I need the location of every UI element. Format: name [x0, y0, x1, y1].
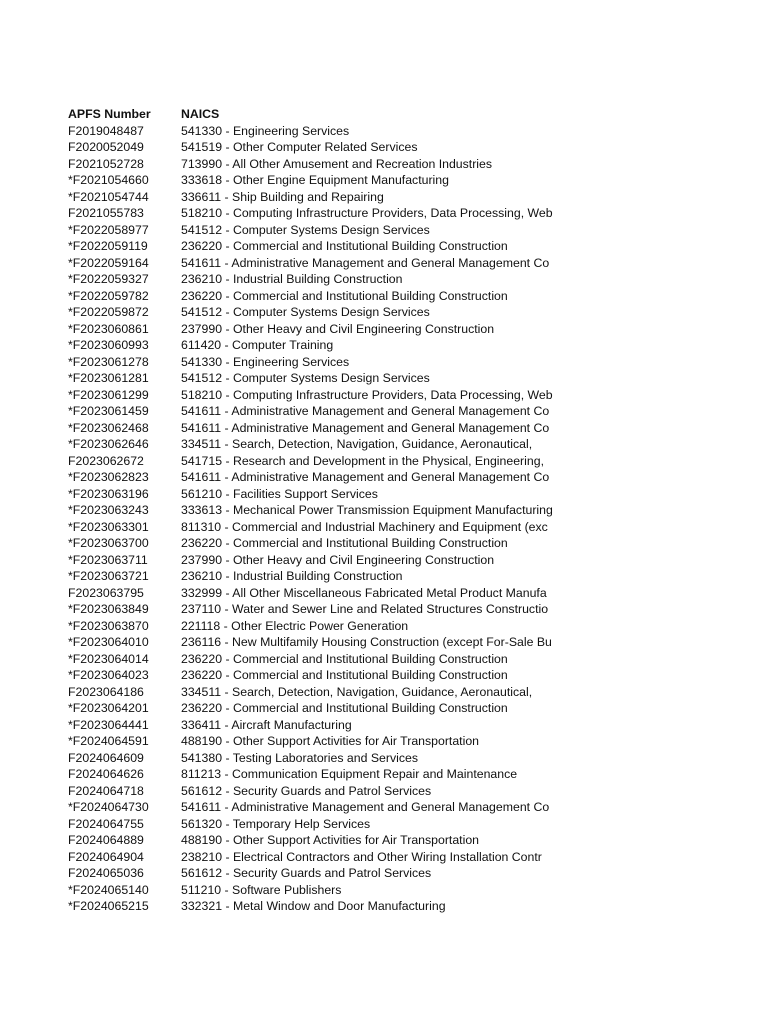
apfs-number-cell: *F2023062823: [68, 470, 149, 484]
apfs-number-cell: F2023063795: [68, 585, 144, 600]
apfs-number-cell: *F2022059327: [68, 272, 149, 286]
naics-cell: 541611 - Administrative Management and General Management Co: [181, 255, 550, 270]
naics-cell: 511210 - Software Publishers: [181, 882, 342, 897]
naics-cell: 333618 - Other Engine Equipment Manufacturing: [181, 173, 449, 187]
table-row: [68, 469, 558, 486]
apfs-number-cell: *F2023062646: [68, 437, 149, 451]
table-row: [68, 750, 558, 767]
table-header-row: [68, 106, 558, 123]
naics-cell: 561210 - Facilities Support Services: [181, 486, 378, 501]
table-row: [68, 700, 558, 717]
apfs-number-cell: *F2023063849: [68, 602, 149, 616]
naics-cell: 541512 - Computer Systems Design Services: [181, 305, 430, 319]
naics-cell: 236220 - Commercial and Institutional Building Construction: [181, 239, 508, 253]
apfs-number-cell: F2024064889: [68, 833, 144, 847]
table-row: [68, 535, 558, 552]
table-row: [68, 816, 558, 833]
table-row: [68, 865, 558, 882]
apfs-number-cell: *F2023063243: [68, 503, 149, 517]
table-body: [68, 123, 558, 915]
table-row: [68, 139, 558, 156]
table-row: [68, 156, 558, 173]
naics-cell: 334511 - Search, Detection, Navigation, Guidance, Aeronautical,: [181, 437, 533, 451]
apfs-number-cell: *F2022058977: [68, 222, 149, 237]
table-row: [68, 255, 558, 272]
table-row: [68, 271, 558, 288]
naics-cell: 332321 - Metal Window and Door Manufacturing: [181, 899, 446, 913]
table-row: [68, 733, 558, 750]
apfs-number-cell: *F2023063870: [68, 618, 149, 633]
naics-cell: 488190 - Other Support Activities for Air Transportation: [181, 734, 480, 748]
spreadsheet: [68, 106, 558, 915]
header-apfs-number: APFS Number: [68, 107, 151, 121]
apfs-number-cell: F2024064718: [68, 783, 144, 798]
naics-cell: 541330 - Engineering Services: [181, 123, 350, 138]
apfs-number-cell: *F2022059872: [68, 305, 149, 319]
table-row: [68, 370, 558, 387]
naics-cell: 541611 - Administrative Management and General Management Co: [181, 470, 550, 484]
apfs-number-cell: F2024065036: [68, 866, 144, 880]
apfs-number-cell: *F2024065140: [68, 882, 149, 897]
table-row: [68, 799, 558, 816]
apfs-number-cell: *F2023064201: [68, 701, 149, 715]
table-row: [68, 453, 558, 470]
naics-cell: 541512 - Computer Systems Design Services: [181, 222, 430, 237]
apfs-number-cell: *F2023063711: [68, 552, 148, 567]
naics-cell: 236210 - Industrial Building Construction: [181, 272, 403, 286]
naics-cell: 336611 - Ship Building and Repairing: [181, 189, 384, 204]
apfs-number-cell: *F2021054744: [68, 189, 149, 204]
apfs-number-cell: *F2023061281: [68, 371, 149, 385]
table-row: [68, 717, 558, 734]
apfs-number-cell: F2023062672: [68, 453, 144, 468]
naics-cell: 237990 - Other Heavy and Civil Engineering Construction: [181, 552, 495, 567]
naics-cell: 541611 - Administrative Management and General Management Co: [181, 420, 550, 435]
apfs-number-cell: F2021055783: [68, 206, 144, 220]
apfs-number-cell: *F2023062468: [68, 420, 149, 435]
apfs-number-cell: *F2023060993: [68, 338, 149, 352]
naics-cell: 518210 - Computing Infrastructure Providers, Data Processing, Web: [181, 387, 553, 402]
naics-cell: 236220 - Commercial and Institutional Building Construction: [181, 651, 508, 666]
table-row: [68, 436, 558, 453]
naics-cell: 334511 - Search, Detection, Navigation, Guidance, Aeronautical,: [181, 684, 533, 699]
table-row: [68, 519, 558, 536]
table-row: [68, 288, 558, 305]
table-row: [68, 832, 558, 849]
apfs-number-cell: *F2023063301: [68, 519, 149, 534]
apfs-number-cell: *F2023063196: [68, 486, 149, 501]
table-row: [68, 304, 558, 321]
table-row: [68, 123, 558, 140]
naics-cell: 238210 - Electrical Contractors and Other Wiring Installation Contr: [181, 849, 542, 864]
apfs-number-cell: *F2023064441: [68, 717, 149, 732]
apfs-number-cell: *F2023061299: [68, 387, 149, 402]
apfs-number-cell: *F2023064010: [68, 635, 149, 649]
table-row: [68, 387, 558, 404]
table-row: [68, 634, 558, 651]
naics-cell: 518210 - Computing Infrastructure Providers, Data Processing, Web: [181, 206, 553, 220]
apfs-number-cell: F2019048487: [68, 123, 144, 138]
table-row: [68, 618, 558, 635]
naics-cell: 541512 - Computer Systems Design Services: [181, 371, 430, 385]
apfs-number-cell: *F2022059782: [68, 288, 149, 303]
apfs-number-cell: *F2024065215: [68, 899, 149, 913]
naics-cell: 541715 - Research and Development in the Physical, Engineering,: [181, 453, 544, 468]
apfs-number-cell: F2020052049: [68, 140, 144, 154]
naics-cell: 236220 - Commercial and Institutional Building Construction: [181, 701, 508, 715]
naics-cell: 541611 - Administrative Management and General Management Co: [181, 800, 550, 814]
table-row: [68, 420, 558, 437]
naics-cell: 541611 - Administrative Management and General Management Co: [181, 404, 550, 418]
apfs-number-cell: F2024064755: [68, 816, 144, 831]
apfs-number-cell: *F2023060861: [68, 321, 149, 336]
table-row: [68, 354, 558, 371]
table-row: [68, 849, 558, 866]
naics-cell: 236220 - Commercial and Institutional Building Construction: [181, 536, 508, 550]
apfs-number-cell: *F2023064014: [68, 651, 149, 666]
apfs-number-cell: *F2023061459: [68, 404, 149, 418]
apfs-number-cell: *F2023061278: [68, 354, 149, 369]
naics-cell: 541330 - Engineering Services: [181, 354, 350, 369]
naics-cell: 811213 - Communication Equipment Repair and Maintenance: [181, 767, 518, 781]
apfs-number-cell: F2024064626: [68, 767, 144, 781]
apfs-number-cell: F2024064609: [68, 750, 144, 765]
naics-cell: 541519 - Other Computer Related Services: [181, 140, 418, 154]
naics-cell: 221118 - Other Electric Power Generation: [181, 618, 409, 633]
table-row: [68, 502, 558, 519]
table-row: [68, 403, 558, 420]
naics-cell: 237990 - Other Heavy and Civil Engineering Construction: [181, 321, 495, 336]
apfs-number-cell: *F2022059164: [68, 255, 149, 270]
table-row: [68, 667, 558, 684]
apfs-number-cell: *F2022059119: [68, 239, 148, 253]
apfs-number-cell: *F2024064730: [68, 800, 149, 814]
naics-cell: 811310 - Commercial and Industrial Machinery and Equipment (exc: [181, 519, 548, 534]
table-row: [68, 337, 558, 354]
apfs-number-cell: *F2021054660: [68, 173, 149, 187]
naics-cell: 236116 - New Multifamily Housing Construction (except For-Sale Bu: [181, 635, 552, 649]
table-row: [68, 766, 558, 783]
table-row: [68, 651, 558, 668]
naics-cell: 561612 - Security Guards and Patrol Services: [181, 866, 432, 880]
naics-cell: 332999 - All Other Miscellaneous Fabricated Metal Product Manufa: [181, 585, 547, 600]
apfs-number-cell: F2021052728: [68, 156, 144, 171]
naics-cell: 488190 - Other Support Activities for Air Transportation: [181, 833, 480, 847]
header-naics: NAICS: [181, 107, 220, 121]
table-row: [68, 898, 558, 915]
naics-cell: 236210 - Industrial Building Construction: [181, 569, 403, 583]
naics-cell: 561612 - Security Guards and Patrol Services: [181, 783, 432, 798]
table-row: [68, 486, 558, 503]
table-row: [68, 222, 558, 239]
table-row: [68, 552, 558, 569]
apfs-number-cell: F2024064904: [68, 849, 144, 864]
naics-cell: 236220 - Commercial and Institutional Building Construction: [181, 668, 508, 682]
naics-cell: 333613 - Mechanical Power Transmission Equipment Manufacturing: [181, 503, 553, 517]
naics-cell: 561320 - Temporary Help Services: [181, 816, 371, 831]
table-row: [68, 205, 558, 222]
apfs-number-cell: *F2023063721: [68, 569, 149, 583]
naics-cell: 541380 - Testing Laboratories and Services: [181, 750, 418, 765]
table-row: [68, 568, 558, 585]
table-row: [68, 684, 558, 701]
apfs-number-cell: F2023064186: [68, 684, 144, 699]
table-row: [68, 585, 558, 602]
naics-cell: 336411 - Aircraft Manufacturing: [181, 717, 352, 732]
apfs-number-cell: *F2023063700: [68, 536, 149, 550]
apfs-number-cell: *F2024064591: [68, 734, 149, 748]
table-row: [68, 189, 558, 206]
naics-cell: 236220 - Commercial and Institutional Building Construction: [181, 288, 508, 303]
naics-cell: 713990 - All Other Amusement and Recreation Industries: [181, 156, 493, 171]
table-row: [68, 321, 558, 338]
table-row: [68, 238, 558, 255]
apfs-number-cell: *F2023064023: [68, 668, 149, 682]
table-row: [68, 882, 558, 899]
table-row: [68, 783, 558, 800]
naics-cell: 611420 - Computer Training: [181, 338, 334, 352]
table-row: [68, 601, 558, 618]
table-row: [68, 172, 558, 189]
naics-cell: 237110 - Water and Sewer Line and Related Structures Constructio: [181, 602, 549, 616]
